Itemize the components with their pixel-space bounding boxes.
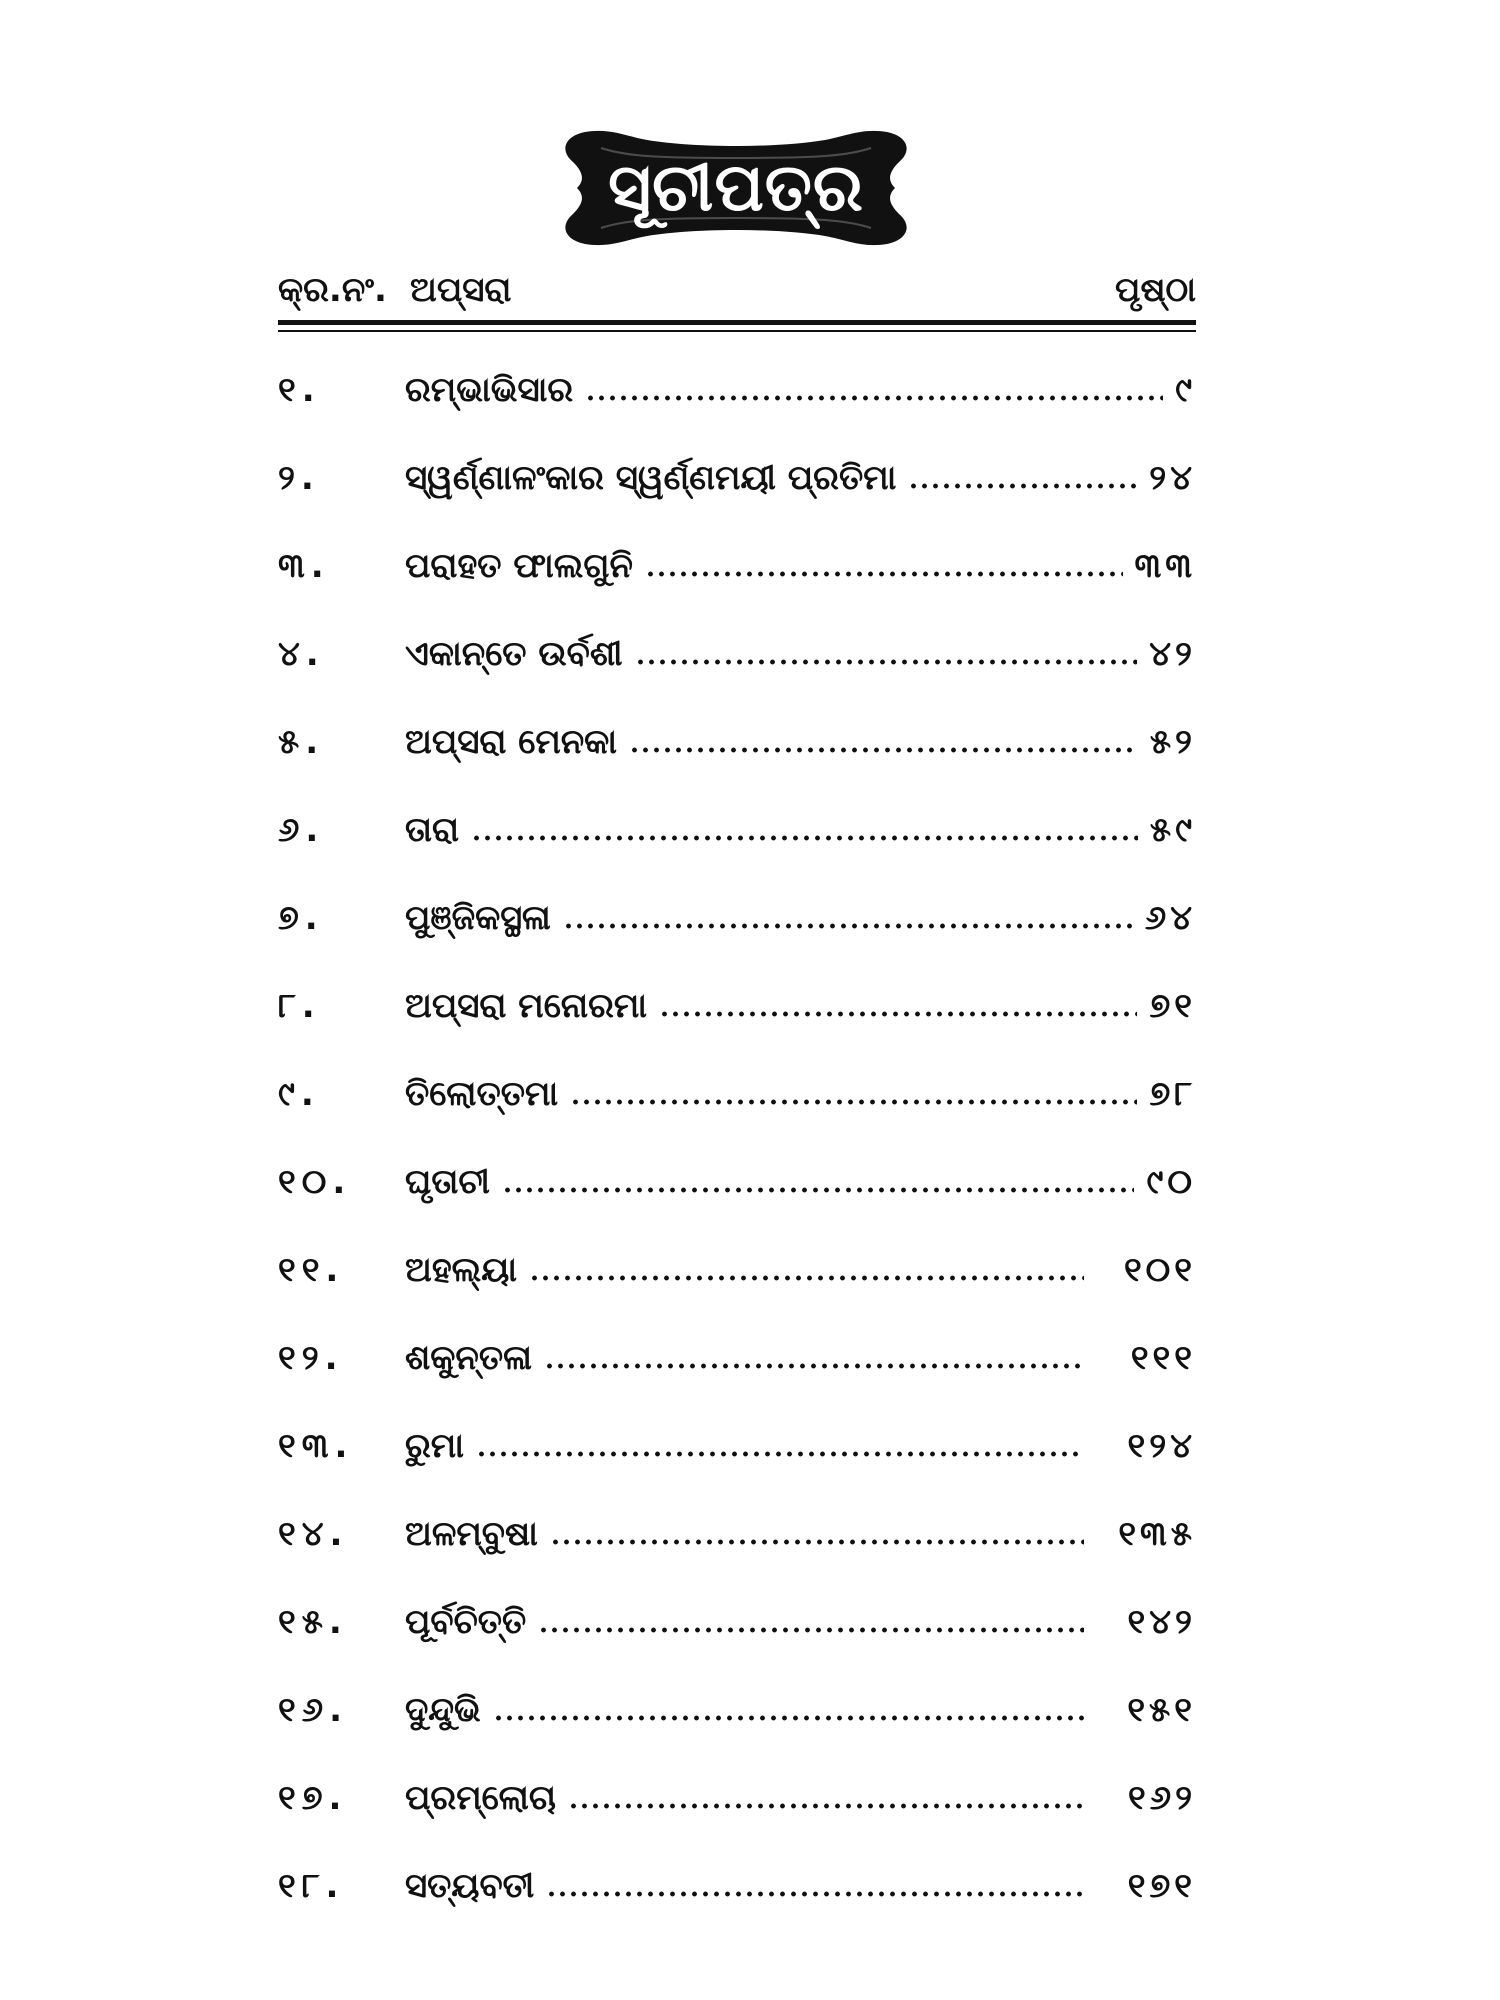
toc-row — [278, 614, 1196, 674]
entry-title: ସ୍ୱର୍ଣ୍ଣାଳଂକାର ସ୍ୱର୍ଣ୍ଣମୟୀ ପ୍ରତିମା — [405, 458, 897, 498]
toc-row — [278, 1494, 1196, 1554]
dot-leader — [544, 1363, 1084, 1369]
toc-row — [278, 350, 1196, 410]
dot-leader — [502, 1187, 1135, 1193]
dot-leader — [568, 1803, 1084, 1809]
entry-title: ଏକାନ୍ତେ ଉର୍ବଶୀ — [405, 634, 623, 674]
entry-title: ପରାହତ ଫାଲଗୁନି — [405, 546, 633, 586]
entry-number: ୪. — [278, 634, 325, 674]
toc-row — [278, 1846, 1196, 1906]
dot-leader — [550, 1539, 1084, 1545]
entry-title: ସତ୍ୟବତୀ — [405, 1866, 535, 1906]
entry-page: ୧୧୧ — [1130, 1338, 1196, 1378]
entry-page: ୯ — [1175, 370, 1196, 410]
dot-leader — [629, 747, 1138, 753]
entry-title: ଶକୁନ୍ତଳା — [405, 1338, 532, 1378]
entry-page: ୯୦ — [1146, 1162, 1196, 1202]
entry-title: ଅଳମ୍ବୁଷା — [405, 1514, 538, 1554]
entry-number: ୨. — [278, 458, 320, 498]
entry-page: ୫୨ — [1149, 722, 1196, 762]
title-badge — [555, 118, 917, 258]
entry-page: ୨୪ — [1149, 458, 1196, 498]
toc-row — [278, 526, 1196, 586]
toc-row — [278, 1406, 1196, 1466]
entry-title: ଘୃତାଚୀ — [405, 1162, 490, 1202]
dot-leader — [908, 483, 1137, 489]
dot-leader — [659, 1011, 1137, 1017]
header-rule-thin — [278, 330, 1196, 332]
entry-number: ୧୨. — [278, 1338, 344, 1378]
dot-leader — [546, 1891, 1084, 1897]
entry-page: ୪୨ — [1149, 634, 1196, 674]
entry-title: ପ୍ରମ୍ଲୋଚା — [405, 1778, 556, 1818]
toc-row — [278, 1318, 1196, 1378]
toc-row — [278, 790, 1196, 850]
toc-row — [278, 966, 1196, 1026]
toc-row — [278, 1670, 1196, 1730]
toc-row — [278, 1230, 1196, 1290]
entry-title: ତାରା — [405, 810, 460, 850]
entry-page: ୧୫୧ — [1127, 1690, 1196, 1730]
dot-leader — [635, 659, 1138, 665]
entry-page: ୭୧ — [1149, 986, 1196, 1026]
entry-number: ୬. — [278, 810, 325, 850]
entry-number: ୮. — [278, 986, 321, 1026]
dot-leader — [585, 395, 1163, 401]
toc-row — [278, 878, 1196, 938]
dot-leader — [563, 923, 1133, 929]
entry-title: ରମ୍ଭାଭିସାର — [405, 370, 574, 410]
entry-title: ଅହଲ୍ୟା — [405, 1250, 518, 1290]
entry-page: ୧୩୫ — [1118, 1514, 1196, 1554]
dot-leader — [645, 571, 1123, 577]
entry-number: ୩. — [278, 546, 330, 586]
entry-page: ୩୩ — [1134, 546, 1196, 586]
entry-number: ୧୬. — [278, 1690, 348, 1730]
entry-number: ୧୭. — [278, 1778, 348, 1818]
dot-leader — [529, 1275, 1084, 1281]
entry-page: ୧୨୪ — [1127, 1426, 1196, 1466]
toc-row — [278, 1582, 1196, 1642]
entry-number: ୧୪. — [278, 1514, 349, 1554]
page-title: ସୂଚୀପତ୍ର — [608, 148, 864, 226]
entry-title: ଦୁନ୍ଦୁଭି — [405, 1690, 481, 1730]
entry-page: ୬୪ — [1144, 898, 1196, 938]
toc-row — [278, 1054, 1196, 1114]
entry-page: ୧୦୧ — [1123, 1250, 1196, 1290]
entry-title: ତିଲୋତ୍ତମା — [405, 1074, 559, 1114]
entry-page: ୧୪୨ — [1127, 1602, 1196, 1642]
entry-title: ଅପ୍ସରା ମେନକା — [405, 722, 618, 762]
toc-row — [278, 1758, 1196, 1818]
dot-leader — [570, 1099, 1137, 1105]
header-rule-thick — [278, 320, 1196, 325]
entry-number: ୧୮. — [278, 1866, 345, 1906]
entry-title: ପୁଞ୍ଜିକସ୍ଥଳା — [405, 898, 551, 938]
entry-number: ୧୩. — [278, 1426, 354, 1466]
page-number-header: ପୃଷ୍ଠା — [1115, 270, 1196, 310]
toc-row — [278, 1142, 1196, 1202]
dot-leader — [471, 835, 1138, 841]
toc-row — [278, 702, 1196, 762]
toc-header — [278, 258, 1196, 318]
entry-title: ଅପ୍ସରା ମନୋରମା — [405, 986, 648, 1026]
entry-page: ୭୮ — [1149, 1074, 1196, 1114]
entry-page: ୧୬୨ — [1128, 1778, 1196, 1818]
entry-number: ୧. — [278, 370, 321, 410]
entry-title: ପୂର୍ବଚିତ୍ତି — [405, 1602, 527, 1642]
entry-number: ୧୦. — [278, 1162, 352, 1202]
serial-number-header: କ୍ର.ନଂ. — [278, 270, 387, 310]
toc-row — [278, 438, 1196, 498]
dot-leader — [538, 1627, 1084, 1633]
entry-number: ୭. — [278, 898, 324, 938]
entry-title: ରୁମା — [405, 1426, 464, 1466]
entry-number: ୧୧. — [278, 1250, 345, 1290]
entry-number: ୫. — [278, 722, 325, 762]
entry-number: ୯. — [278, 1074, 320, 1114]
entry-number: ୧୫. — [278, 1602, 348, 1642]
dot-leader — [493, 1715, 1084, 1721]
entry-page: ୫୯ — [1149, 810, 1196, 850]
entry-page: ୧୭୧ — [1127, 1866, 1196, 1906]
title-header: ଅପ୍ସରା — [410, 270, 512, 310]
dot-leader — [476, 1451, 1084, 1457]
